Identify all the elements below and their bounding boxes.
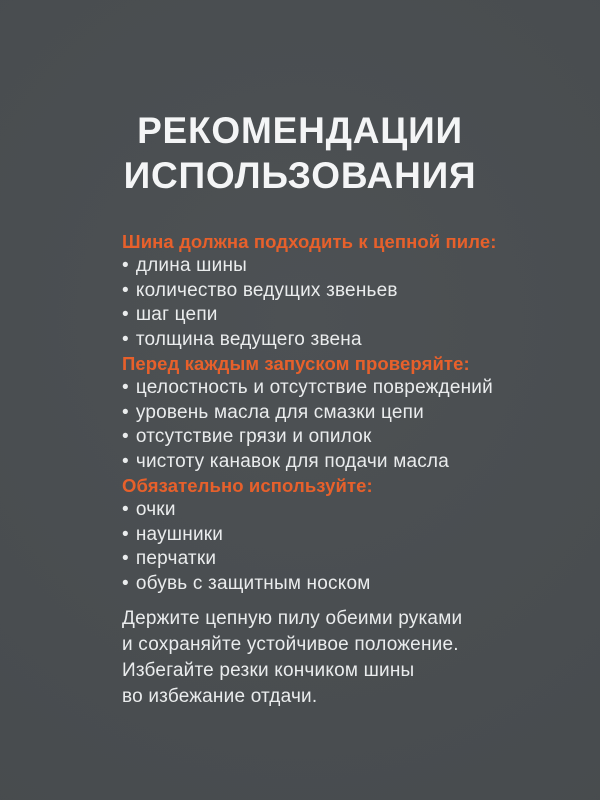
page-title-line-1: РЕКОМЕНДАЦИИ [137, 110, 463, 151]
list-item [122, 376, 550, 401]
content-block [122, 231, 550, 596]
list-item [122, 547, 550, 572]
section-pre-start-checks [122, 353, 550, 474]
list-item-text: перчатки [135, 548, 217, 569]
list-item-text: чистоту канавок для подачи масла [135, 450, 449, 472]
section-heading: Обязательно используйте: [122, 475, 373, 496]
page-title [0, 0, 600, 198]
safety-note-line: Держите цепную пилу обеими руками [122, 608, 463, 629]
list-item [122, 572, 550, 597]
safety-note-paragraph [122, 606, 550, 710]
safety-note-line: Избегайте резки кончиком шины [122, 660, 415, 681]
section-heading: Перед каждым запуском проверяйте: [122, 353, 470, 374]
list-item-text: уровень масла для смазки цепи [135, 401, 424, 423]
safety-note-line: и сохраняйте устойчивое положение. [122, 634, 459, 655]
safety-note-line: во избежание отдачи. [122, 686, 318, 707]
bullet-marker: • [122, 279, 129, 301]
bullet-list [122, 376, 550, 474]
bullet-marker: • [122, 548, 129, 569]
list-item [122, 401, 550, 426]
bullet-marker: • [122, 572, 129, 594]
bullet-marker: • [122, 401, 129, 423]
list-item-text: отсутствие грязи и опилок [135, 426, 372, 447]
bullet-marker: • [122, 450, 129, 472]
list-item [122, 279, 550, 304]
list-item [122, 328, 550, 353]
bullet-marker: • [122, 523, 129, 545]
list-item [122, 254, 550, 279]
list-item-text: толщина ведущего звена [135, 328, 362, 350]
bullet-marker: • [122, 255, 129, 276]
list-item [122, 523, 550, 548]
list-item [122, 450, 550, 475]
section-heading: Шина должна подходить к цепной пиле: [122, 231, 497, 252]
list-item-text: целостность и отсутствие повреждений [135, 377, 493, 398]
page-title-line-2: ИСПОЛЬЗОВАНИЯ [123, 155, 477, 196]
list-item-text: количество ведущих звеньев [135, 279, 398, 301]
bullet-marker: • [122, 304, 129, 325]
list-item-text: длина шины [135, 255, 247, 276]
list-item-text: обувь с защитным носком [135, 572, 371, 594]
list-item [122, 303, 550, 328]
bullet-list [122, 254, 550, 352]
bullet-marker: • [122, 328, 129, 350]
list-item [122, 425, 550, 450]
list-item-text: наушники [135, 523, 224, 545]
bullet-marker: • [122, 499, 129, 520]
bullet-marker: • [122, 377, 129, 398]
bullet-list [122, 498, 550, 596]
list-item [122, 498, 550, 523]
section-bar-compatibility [122, 231, 550, 352]
bullet-marker: • [122, 426, 129, 447]
list-item-text: очки [135, 499, 176, 520]
list-item-text: шаг цепи [135, 304, 218, 325]
section-required-equipment [122, 475, 550, 596]
